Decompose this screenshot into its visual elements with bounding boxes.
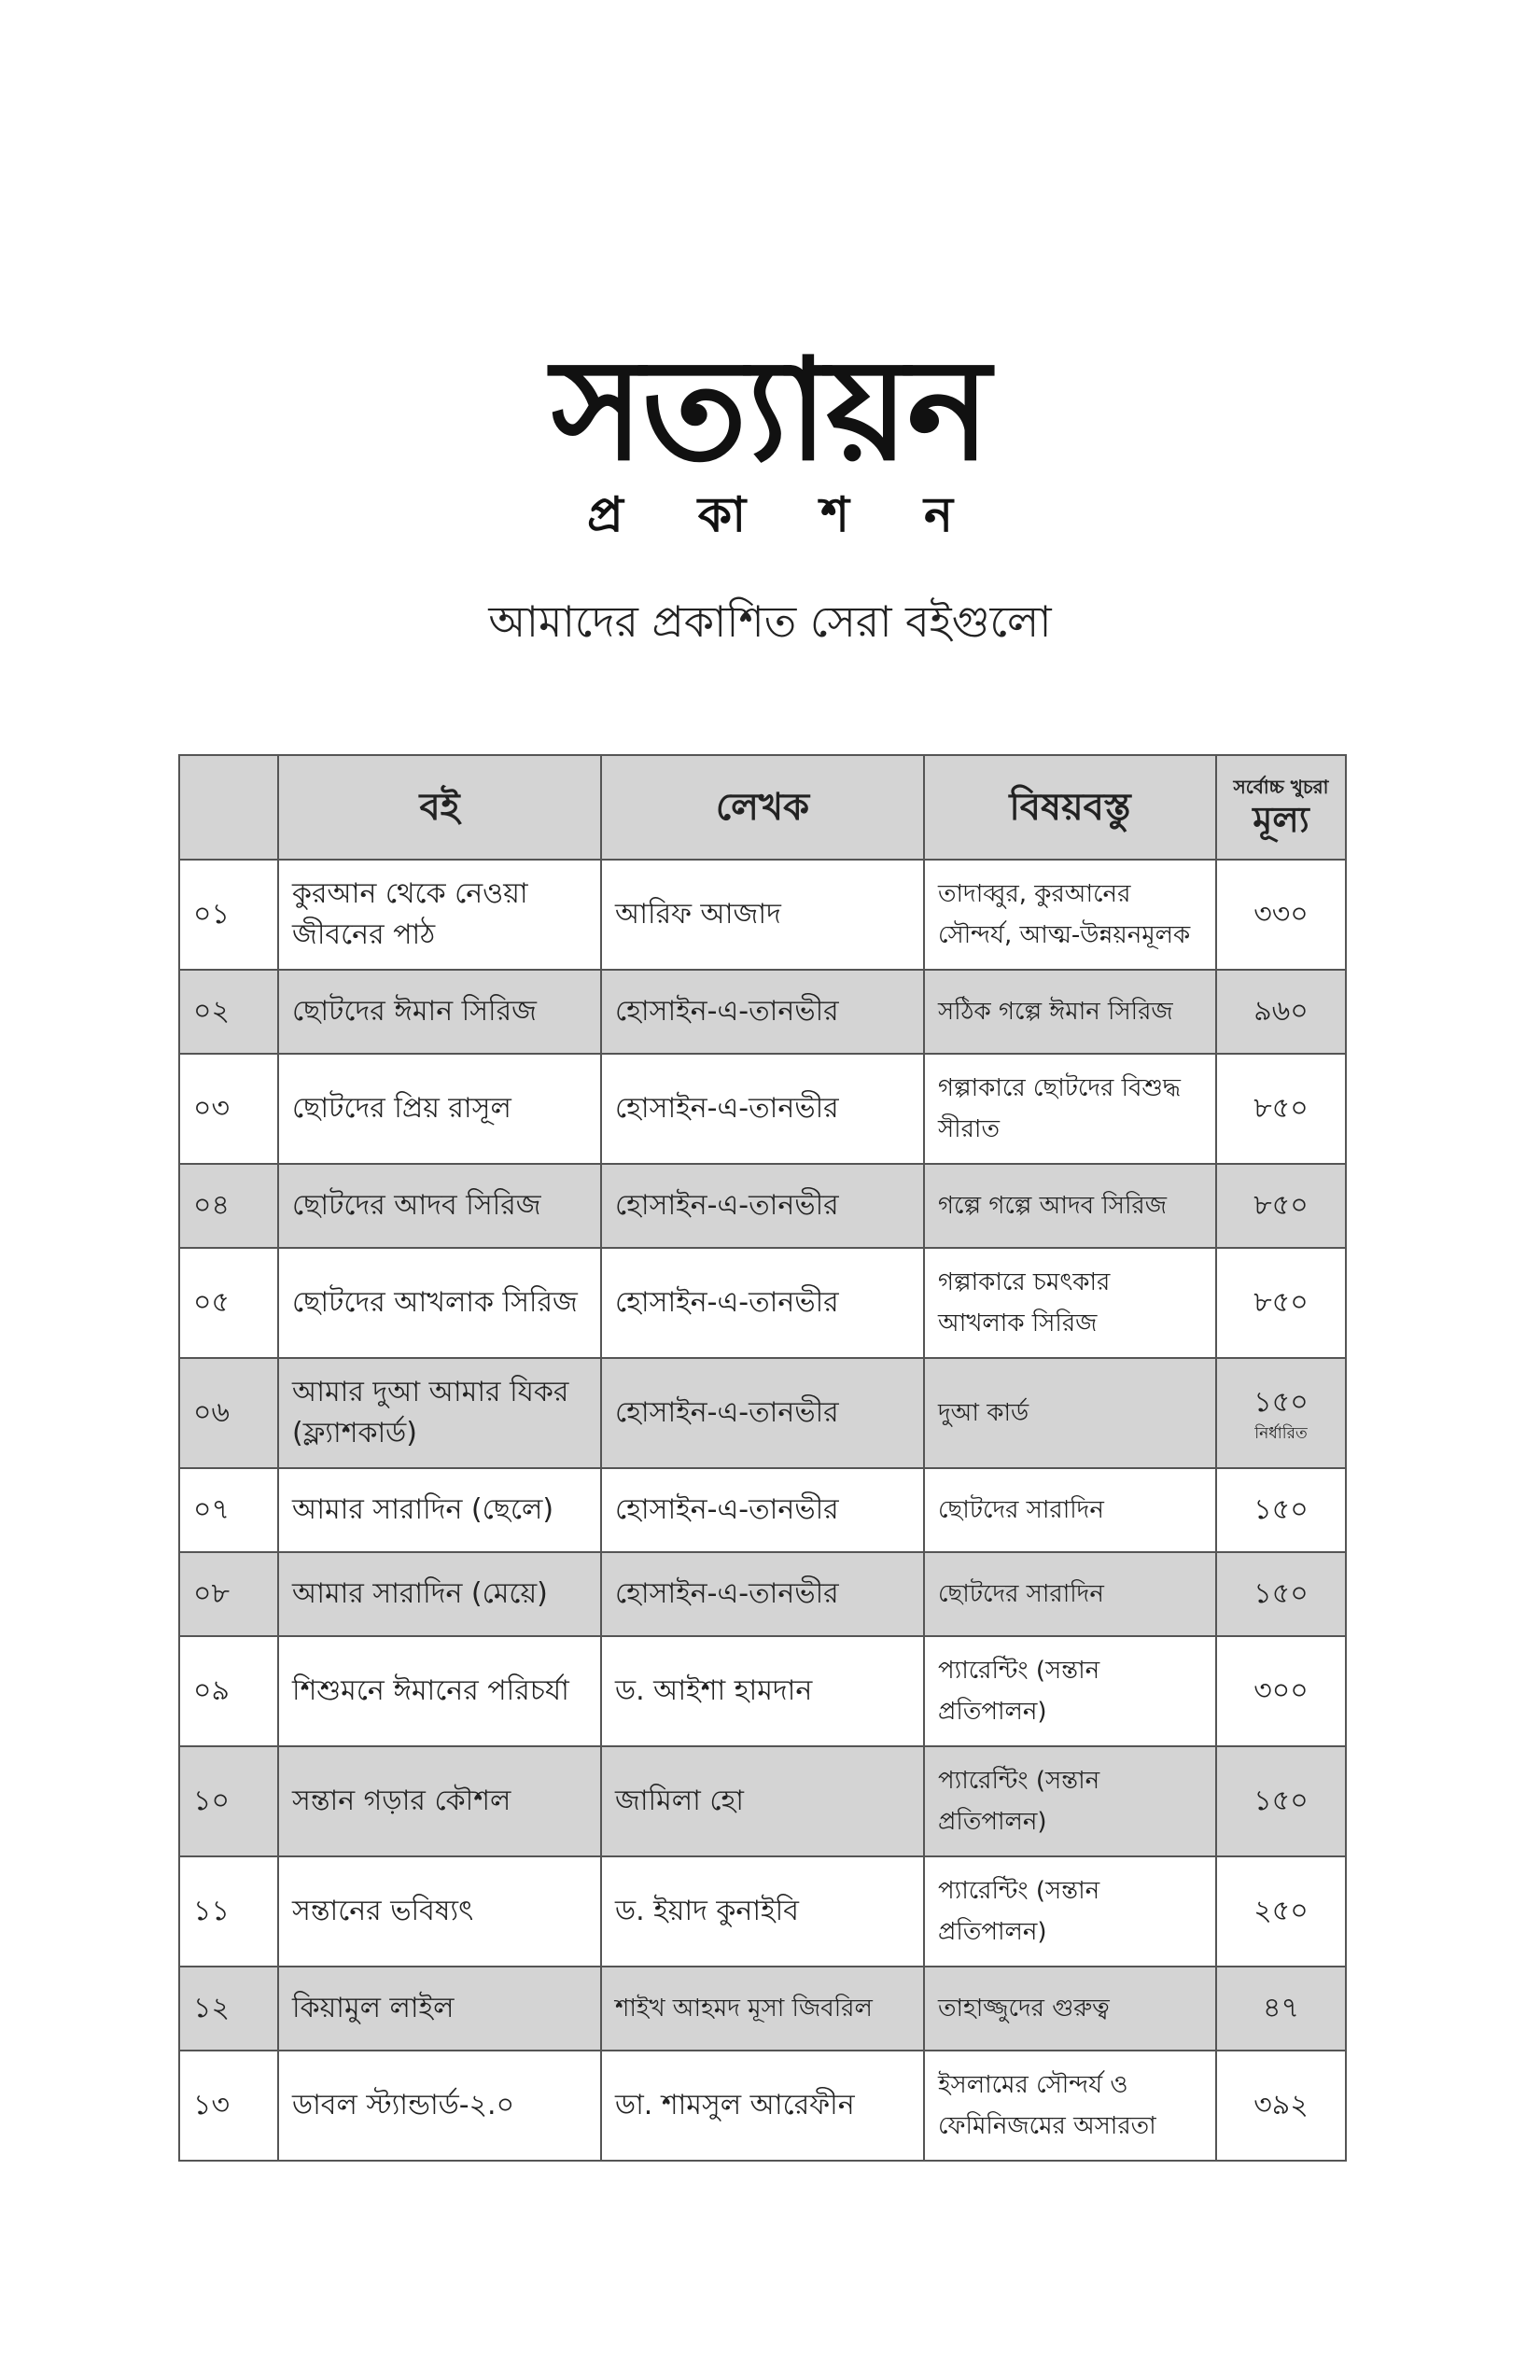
book-title: কুরআন থেকে নেওয়া জীবনের পাঠ xyxy=(278,860,601,970)
book-list-table xyxy=(178,754,1347,2162)
logo-subtitle xyxy=(0,487,1540,543)
book-price-value: ৮৫০ xyxy=(1253,1286,1309,1319)
book-author: ড. ইয়াদ কুনাইবি xyxy=(601,1856,924,1967)
table-row xyxy=(179,1967,1346,2051)
book-title: সন্তান গড়ার কৌশল xyxy=(278,1746,601,1856)
row-number: ১২ xyxy=(179,1967,278,2051)
book-price-value: ১৫০ xyxy=(1253,1386,1309,1419)
book-price-value: ১৫০ xyxy=(1253,1785,1309,1817)
book-price xyxy=(1216,1164,1346,1248)
table-row xyxy=(179,1468,1346,1552)
column-header-num xyxy=(179,755,278,860)
table-header-row xyxy=(179,755,1346,860)
book-price xyxy=(1216,1967,1346,2051)
book-price-value: ১৫০ xyxy=(1253,1577,1309,1610)
book-price xyxy=(1216,1468,1346,1552)
column-header-author: লেখক xyxy=(601,755,924,860)
logo-subtitle-letter: শ xyxy=(820,487,850,543)
row-number: ০৩ xyxy=(179,1054,278,1164)
book-price-value: ৯৬০ xyxy=(1253,995,1309,1028)
book-title: আমার দুআ আমার যিকর (ফ্ল্যাশকার্ড) xyxy=(278,1358,601,1468)
table-row xyxy=(179,1856,1346,1967)
book-subject: দুআ কার্ড xyxy=(924,1358,1216,1468)
book-price xyxy=(1216,860,1346,970)
book-price-value: ১৫০ xyxy=(1253,1493,1309,1526)
column-header-subject: বিষয়বস্তু xyxy=(924,755,1216,860)
book-author: শাইখ আহমদ মূসা জিবরিল xyxy=(601,1967,924,2051)
book-price xyxy=(1216,2051,1346,2161)
row-number: ১০ xyxy=(179,1746,278,1856)
table-row xyxy=(179,1636,1346,1746)
book-subject: গল্পাকারে ছোটদের বিশুদ্ধ সীরাত xyxy=(924,1054,1216,1164)
book-author: জামিলা হো xyxy=(601,1746,924,1856)
price-header-label-small: সর্বোচ্চ খুচরা xyxy=(1233,776,1329,798)
book-subject: তাদাব্বুর, কুরআনের সৌন্দর্য, আত্ম-উন্নয়নমূলক xyxy=(924,860,1216,970)
row-number: ০৪ xyxy=(179,1164,278,1248)
book-subject: সঠিক গল্পে ঈমান সিরিজ xyxy=(924,970,1216,1054)
column-header-book: বই xyxy=(278,755,601,860)
book-author: হোসাইন-এ-তানভীর xyxy=(601,1552,924,1636)
book-subject: প্যারেন্টিং (সন্তান প্রতিপালন) xyxy=(924,1746,1216,1856)
book-price-value: ৮৫০ xyxy=(1253,1189,1309,1222)
row-number: ১৩ xyxy=(179,2051,278,2161)
book-author: ডা. শামসুল আরেফীন xyxy=(601,2051,924,2161)
book-subject: ছোটদের সারাদিন xyxy=(924,1552,1216,1636)
table-row xyxy=(179,1164,1346,1248)
table-row xyxy=(179,1358,1346,1468)
row-number: ০১ xyxy=(179,860,278,970)
book-price-value: ২৫০ xyxy=(1253,1895,1309,1927)
table-row xyxy=(179,860,1346,970)
book-subject: ছোটদের সারাদিন xyxy=(924,1468,1216,1552)
row-number: ১১ xyxy=(179,1856,278,1967)
book-price xyxy=(1216,1636,1346,1746)
table-row xyxy=(179,1054,1346,1164)
book-title: শিশুমনে ঈমানের পরিচর্যা xyxy=(278,1636,601,1746)
book-price xyxy=(1216,1552,1346,1636)
book-author: হোসাইন-এ-তানভীর xyxy=(601,1054,924,1164)
book-title: সন্তানের ভবিষ্যৎ xyxy=(278,1856,601,1967)
book-author: আরিফ আজাদ xyxy=(601,860,924,970)
book-subject: তাহাজ্জুদের গুরুত্ব xyxy=(924,1967,1216,2051)
row-number: ০২ xyxy=(179,970,278,1054)
book-title: আমার সারাদিন (ছেলে) xyxy=(278,1468,601,1552)
book-subject: ইসলামের সৌন্দর্য ও ফেমিনিজমের অসারতা xyxy=(924,2051,1216,2161)
book-author: হোসাইন-এ-তানভীর xyxy=(601,1358,924,1468)
table-row xyxy=(179,1746,1346,1856)
book-price xyxy=(1216,1054,1346,1164)
book-price-value: ৩৯২ xyxy=(1253,2089,1309,2121)
book-price-value: ৮৫০ xyxy=(1253,1092,1309,1125)
book-subject: গল্পে গল্পে আদব সিরিজ xyxy=(924,1164,1216,1248)
book-price xyxy=(1216,1358,1346,1468)
table-row xyxy=(179,1552,1346,1636)
logo-subtitle-letter: প্র xyxy=(586,487,623,543)
book-title: ছোটদের ঈমান সিরিজ xyxy=(278,970,601,1054)
book-subject: গল্পাকারে চমৎকার আখলাক সিরিজ xyxy=(924,1248,1216,1358)
book-title: আমার সারাদিন (মেয়ে) xyxy=(278,1552,601,1636)
logo-title: সত্যায়ন xyxy=(551,329,989,492)
column-header-price xyxy=(1216,755,1346,860)
row-number: ০৯ xyxy=(179,1636,278,1746)
table-row xyxy=(179,1248,1346,1358)
table-row xyxy=(179,2051,1346,2161)
book-price-value: ৪৭ xyxy=(1263,1992,1299,2024)
book-price xyxy=(1216,1248,1346,1358)
row-number: ০৬ xyxy=(179,1358,278,1468)
book-title: ছোটদের প্রিয় রাসূল xyxy=(278,1054,601,1164)
book-price-value: ৩৩০ xyxy=(1253,898,1309,931)
row-number: ০৮ xyxy=(179,1552,278,1636)
book-author: হোসাইন-এ-তানভীর xyxy=(601,970,924,1054)
table-row xyxy=(179,970,1346,1054)
price-note: নির্ধারিত xyxy=(1254,1424,1308,1443)
book-title: ছোটদের আদব সিরিজ xyxy=(278,1164,601,1248)
book-price xyxy=(1216,1856,1346,1967)
book-price xyxy=(1216,970,1346,1054)
book-title: ছোটদের আখলাক সিরিজ xyxy=(278,1248,601,1358)
book-subject: প্যারেন্টিং (সন্তান প্রতিপালন) xyxy=(924,1856,1216,1967)
book-price xyxy=(1216,1746,1346,1856)
publisher-logo xyxy=(0,329,1540,543)
book-author: হোসাইন-এ-তানভীর xyxy=(601,1468,924,1552)
book-author: হোসাইন-এ-তানভীর xyxy=(601,1248,924,1358)
row-number: ০৫ xyxy=(179,1248,278,1358)
logo-subtitle-letter: কা xyxy=(697,487,747,543)
book-price-value: ৩০০ xyxy=(1253,1674,1309,1707)
row-number: ০৭ xyxy=(179,1468,278,1552)
page-subtitle: আমাদের প্রকাশিত সেরা বইগুলো xyxy=(488,596,1052,647)
book-author: হোসাইন-এ-তানভীর xyxy=(601,1164,924,1248)
logo-subtitle-letter: ন xyxy=(924,487,954,543)
book-subject: প্যারেন্টিং (সন্তান প্রতিপালন) xyxy=(924,1636,1216,1746)
book-author: ড. আইশা হামদান xyxy=(601,1636,924,1746)
book-title: কিয়ামুল লাইল xyxy=(278,1967,601,2051)
book-title: ডাবল স্ট্যান্ডার্ড-২.০ xyxy=(278,2051,601,2161)
price-header-label: মূল্য xyxy=(1253,799,1309,840)
